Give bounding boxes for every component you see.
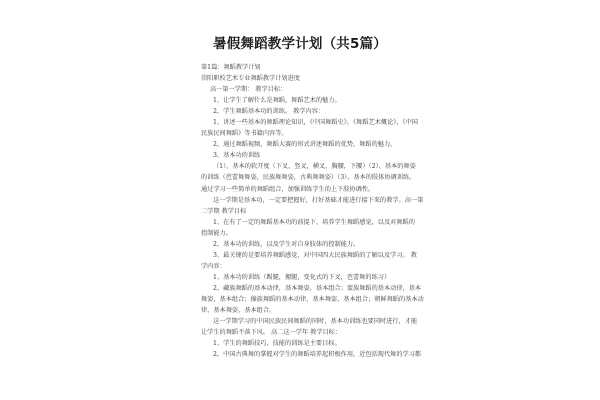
document-line: 的训练（芭蕾舞舞姿，民族舞舞姿，古典舞舞姿）（3）、基本的肢体协调训练，: [201, 174, 416, 182]
document-line: 高一第一学期： 教学目标：: [210, 86, 287, 94]
document-line: 1、在有了一定的舞蹈基本功的前提下，培养学生舞蹈感觉，以及对舞蹈的: [213, 218, 415, 226]
document-line: （1）、基本的软开度（下叉，竖叉，横叉，胸腰，下腰）（2）、基本的舞姿: [213, 163, 416, 171]
document-line: 崇阳职校艺术专业舞蹈教学计划进度: [201, 75, 300, 83]
document-line: 3、最关键的是要培养舞蹈感觉，对中国四大民族舞蹈的了解以及学习。 教: [213, 251, 417, 259]
document-title: 暑假舞蹈教学计划（共5篇）: [213, 36, 387, 52]
document-line: 2、基本功的训练，以及学生对自身肢体的控制能力。: [213, 240, 360, 248]
document-line: 1、学生的舞蹈技巧，技能的训练是主要目标。: [213, 340, 341, 348]
document-line: 3、基本功的训练: [213, 152, 261, 160]
document-line: 1、讲述一些基本的舞蹈理论知识，《中国舞蹈史》，《舞蹈艺术概论》，《中国: [213, 119, 418, 127]
document-line: 学内容：: [201, 262, 226, 270]
document-line: 2、通过舞蹈视频，舞蹈大赛的形式讲述舞蹈的优势，舞蹈的魅力。: [213, 141, 397, 149]
document-line: 控制能力。: [201, 229, 232, 237]
document-line: 1、基本功的训练（踢腿，搬腿，变化式的下叉，芭蕾舞的练习）: [213, 273, 391, 281]
document-line: 律，基本舞姿，基本组合。: [201, 307, 276, 315]
document-line: 2、藏族舞蹈的基本动律，基本舞姿，基本组合；蒙族舞蹈的基本动律，基本: [213, 284, 422, 292]
document-line: 第1篇：舞蹈教学计划: [201, 64, 261, 71]
document-line: 这一学期学习的中国民族民间舞蹈的同时，基本功训练也要同时进行，才能: [213, 318, 418, 326]
document-line: 1、让学生了解什么是舞蹈，舞蹈艺术的魅力。: [213, 97, 341, 105]
document-line: 2、中国古典舞的掌握对学生的舞蹈培养起积极作用，近包括现代舞的学习都: [213, 351, 422, 359]
document-line: 二学期 教学目标: [201, 207, 247, 215]
document-line: 民族民间舞蹈》等书籍内容等。: [201, 130, 288, 138]
document-line: 这一学期是基本功，一定要把握好，打好基础才能进行接下来的教学。高一第: [213, 196, 424, 204]
document-body: [201, 62, 424, 360]
document-line: 通过学习一些简单的舞蹈组合，加强训练学生的上下肢协调性。: [201, 185, 375, 193]
document-line: 2、学生舞蹈基本功的训练。 教学内容：: [213, 108, 325, 116]
document-line: 舞姿，基本组合；傣族舞蹈的基本动律，基本舞姿，基本组合；朝鲜舞蹈的基本动: [201, 295, 424, 303]
document-line: 让学生的舞蹈不落下风。 高二这一学年 教学目标：: [201, 329, 342, 337]
